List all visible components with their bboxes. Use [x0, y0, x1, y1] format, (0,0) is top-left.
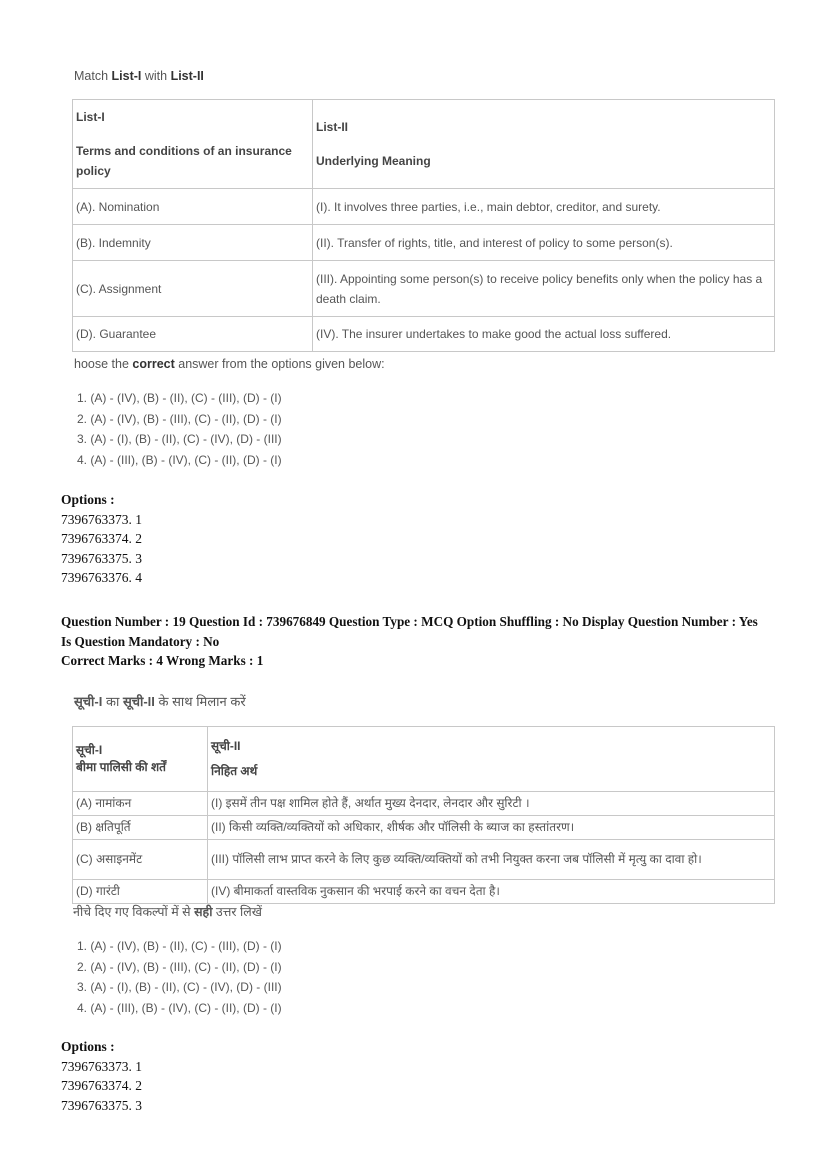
- list-item: 2. (A) - (IV), (B) - (III), (C) - (II), (D) - (I): [77, 959, 282, 974]
- intro-text: with: [141, 69, 171, 83]
- table-header-row: [73, 100, 775, 189]
- choose-text: answer from the options given below:: [174, 357, 385, 371]
- option-id: 7396763375. 3: [61, 1097, 142, 1113]
- match-table: [72, 99, 775, 352]
- question-intro: [74, 69, 204, 83]
- term-cell: (D). Guarantee: [73, 317, 313, 352]
- option-id: 7396763373. 1: [61, 1058, 142, 1074]
- meaning-cell: (IV) बीमाकर्ता वास्तविक नुकसान की भरपाई करने का वचन देता है।: [208, 880, 775, 904]
- list-item: 3. (A) - (I), (B) - (II), (C) - (IV), (D) - (III): [77, 432, 282, 446]
- meaning-cell: (I) इसमें तीन पक्ष शामिल होते हैं, अर्थात मुख्य देनदार, लेनदार और सुरिटी ।: [208, 792, 775, 816]
- list-subtitle: निहित अर्थ: [211, 764, 258, 778]
- list-item: 4. (A) - (III), (B) - (IV), (C) - (II), (D) - (I): [77, 452, 282, 467]
- question-meta-line: Question Number : 19 Question Id : 739676849 Question Type : MCQ Option Shuffling : No Display Question Number : Yes: [61, 614, 758, 629]
- list-title: सूची-I: [76, 743, 103, 757]
- list1-label: List-I: [111, 69, 142, 83]
- table-header-right: [313, 100, 775, 189]
- table-row: [73, 816, 775, 840]
- list-item: 3. (A) - (I), (B) - (II), (C) - (IV), (D) - (III): [77, 980, 282, 994]
- choose-bold: correct: [132, 357, 175, 371]
- choose-text: उत्तर लिखें: [212, 905, 262, 919]
- choose-text: नीचे दिए गए विकल्पों में से: [73, 905, 195, 919]
- options-block: [61, 1037, 142, 1115]
- list2-label: सूची-II: [122, 694, 155, 709]
- answer-choices: [77, 936, 282, 1018]
- choose-instruction: [74, 357, 385, 371]
- meaning-cell: (II). Transfer of rights, title, and interest of policy to some person(s).: [313, 225, 775, 261]
- list1-label: सूची-I: [74, 694, 103, 709]
- intro-text: के साथ मिलान करें: [154, 694, 246, 709]
- list-subtitle: बीमा पालिसी की शर्तें: [76, 760, 166, 774]
- term-cell: (C). Assignment: [73, 261, 313, 317]
- term-cell: (D) गारंटी: [73, 880, 208, 904]
- meaning-cell: (II) किसी व्यक्ति/व्यक्तियों को अधिकार, शीर्षक और पॉलिसी के ब्याज का हस्तांतरण।: [208, 816, 775, 840]
- list-item: 4. (A) - (III), (B) - (IV), (C) - (II), (D) - (I): [77, 1000, 282, 1015]
- list-item: 1. (A) - (IV), (B) - (II), (C) - (III), (D) - (I): [77, 391, 282, 405]
- intro-text: का: [102, 694, 123, 709]
- choose-bold: सही: [194, 905, 213, 919]
- list-subtitle: Terms and conditions of an insurance policy: [76, 144, 292, 178]
- choose-instruction-hindi: [73, 903, 262, 920]
- table-row: [73, 792, 775, 816]
- option-id: 7396763374. 2: [61, 531, 142, 546]
- list-item: 2. (A) - (IV), (B) - (III), (C) - (II), (D) - (I): [77, 411, 282, 426]
- list-subtitle: Underlying Meaning: [316, 154, 431, 168]
- table-row: [73, 225, 775, 261]
- meaning-cell: (I). It involves three parties, i.e., main debtor, creditor, and surety.: [313, 189, 775, 225]
- list-title: List-II: [316, 120, 348, 134]
- list-title: सूची-II: [211, 739, 241, 753]
- answer-choices: [77, 388, 282, 470]
- term-cell: (A) नामांकन: [73, 792, 208, 816]
- meaning-cell: (III) पॉलिसी लाभ प्राप्त करने के लिए कुछ व्यक्ति/व्यक्तियों को तभी नियुक्त करना जब पॉलिसी में मृत्यु का दावा हो।: [208, 840, 775, 880]
- question-meta-line: Correct Marks : 4 Wrong Marks : 1: [61, 653, 264, 668]
- meaning-cell: (IV). The insurer undertakes to make good the actual loss suffered.: [313, 317, 775, 352]
- term-cell: (A). Nomination: [73, 189, 313, 225]
- choose-text: hoose the: [74, 357, 133, 371]
- term-cell: (C) असाइनमेंट: [73, 840, 208, 880]
- option-id: 7396763376. 4: [61, 570, 142, 585]
- term-cell: (B) क्षतिपूर्ति: [73, 816, 208, 840]
- list2-label: List-II: [170, 69, 204, 83]
- list-item: 1. (A) - (IV), (B) - (II), (C) - (III), (D) - (I): [77, 939, 282, 953]
- table-header-left: [73, 727, 208, 792]
- option-id: 7396763375. 3: [61, 550, 142, 566]
- table-header-left: [73, 100, 313, 189]
- term-cell: (B). Indemnity: [73, 225, 313, 261]
- option-id: 7396763374. 2: [61, 1078, 142, 1093]
- options-label: Options :: [61, 1039, 115, 1054]
- question-meta-line: Is Question Mandatory : No: [61, 633, 220, 649]
- list-title: List-I: [76, 110, 105, 124]
- table-header-row: [73, 727, 775, 792]
- table-row: [73, 880, 775, 904]
- option-id: 7396763373. 1: [61, 511, 142, 527]
- intro-text: Match: [74, 69, 112, 83]
- table-header-right: [208, 727, 775, 792]
- table-row: [73, 840, 775, 880]
- options-label: Options :: [61, 492, 115, 507]
- table-row: [73, 189, 775, 225]
- meaning-cell: (III). Appointing some person(s) to receive policy benefits only when the policy has a death claim.: [313, 261, 775, 317]
- options-block: [61, 490, 142, 588]
- table-row: [73, 317, 775, 352]
- question-meta: [61, 612, 758, 671]
- table-row: [73, 261, 775, 317]
- question-intro-hindi: [74, 692, 246, 710]
- match-table-hindi: [72, 726, 775, 904]
